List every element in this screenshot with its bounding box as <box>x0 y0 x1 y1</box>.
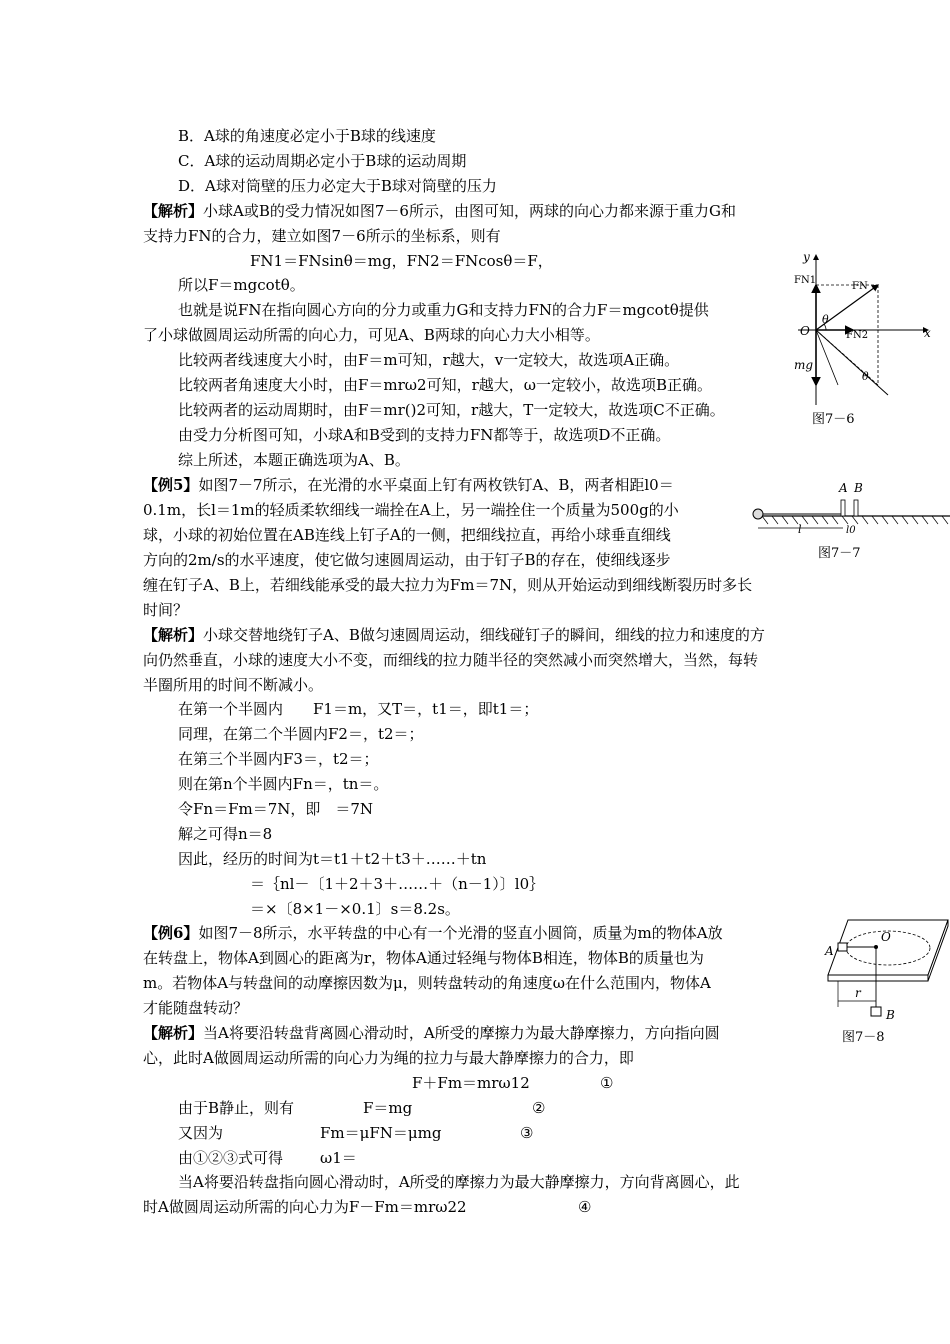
analysis3-num1: ① <box>600 1074 614 1092</box>
figure-7-7 <box>748 476 950 536</box>
label-fn2: FN2 <box>846 330 869 341</box>
label-l: l <box>798 523 802 536</box>
label-mg: mg <box>794 358 814 372</box>
example5-line4: 方向的2m/s的水平速度，使它做匀速圆周运动，由于钉子B的存在，使细线逐步 <box>143 551 671 569</box>
option-c: C．A球的运动周期必定小于B球的运动周期 <box>178 152 467 170</box>
analysis1-eq2: 所以F＝mgcotθ。 <box>178 276 305 294</box>
turntable-side <box>828 975 928 981</box>
analysis3-num3: ③ <box>520 1124 534 1142</box>
tube-center <box>874 945 878 949</box>
analysis2-step5: 令Fn＝Fm＝7N，即 ＝7N <box>178 800 374 818</box>
analysis2-line1: 【解析】小球交替地绕钉子A、B做匀速圆周运动，细线碰钉子的瞬间，细线的拉力和速度的方 <box>143 626 765 644</box>
example6-line2: 在转盘上，物体A到圆心的距离为r，物体A通过轻绳与物体B相连，物体B的质量也为 <box>143 949 704 967</box>
analysis2-step9: ＝×〔8×1－×0.1〕s＝8.2s。 <box>250 900 460 918</box>
analysis1-para2: 也就是说FN在指向圆心方向的分力或重力G和支持力FN的合力F＝mgcotθ提供 <box>178 301 709 319</box>
label-fn: FN <box>852 281 868 292</box>
analysis3-eq3: Fm＝μFN＝μmg <box>320 1124 442 1142</box>
analysis2-step2: 同理，在第二个半圆内F2＝，t2＝； <box>178 725 424 743</box>
analysis3-num4: ④ <box>578 1198 592 1216</box>
label-theta: θ <box>822 313 829 326</box>
analysis3-eq4-text: 由①②③式可得 <box>178 1149 284 1167</box>
analysis2-line3: 半圈所用的时间不断减小。 <box>143 676 324 694</box>
analysis1-para4: 比较两者角速度大小时，由F＝mrω2可知，r越大，ω一定较小，故选项B正确。 <box>178 376 713 394</box>
example5-line5: 缠在钉子A、B上，若细线能承受的最大拉力为Fm＝7N，则从开始运动到细线断裂历时多长 <box>143 576 753 594</box>
option-d: D．A球对筒壁的压力必定大于B球对筒壁的压力 <box>178 177 497 195</box>
table-hatch <box>762 516 948 524</box>
analysis2-step6: 解之可得n＝8 <box>178 825 273 843</box>
analysis3-eq4: ω1＝ <box>320 1149 357 1167</box>
example5-line6: 时间？ <box>143 601 189 619</box>
analysis3-num2: ② <box>532 1099 546 1117</box>
label-o: O <box>800 324 810 338</box>
label-a: A <box>839 481 848 495</box>
analysis1-eq1: FN1＝FNsinθ＝mg，FN2＝FNcosθ＝F， <box>250 252 553 270</box>
caption-7-8: 图7－8 <box>842 1030 885 1045</box>
caption-7-7: 图7－7 <box>818 546 861 561</box>
analysis1-para5: 比较两者的运动周期时，由F＝mr()2可知，r越大，T一定较大，故选项C不正确。 <box>178 401 725 419</box>
analysis2-step1: 在第一个半圆内 F1＝m，又T＝，t1＝，即t1＝； <box>178 700 539 718</box>
analysis1-para3: 比较两者线速度大小时，由F＝m可知，r越大，v一定较大，故选项A正确。 <box>178 351 680 369</box>
label-b: B <box>854 481 863 495</box>
label-x: x <box>924 326 931 340</box>
example5-line3: 球，小球的初始位置在AB连线上钉子A的一侧，把细线拉直，再给小球垂直细线 <box>143 526 671 544</box>
caption-7-6: 图7－6 <box>812 412 855 427</box>
analysis2-step3: 在第三个半圆内F3＝，t2＝； <box>178 750 379 768</box>
analysis3-line2: 心，此时A做圆周运动所需的向心力为绳的拉力与最大静摩擦力的合力，即 <box>143 1049 634 1067</box>
analysis3-line3: 当A将要沿转盘指向圆心滑动时，A所受的摩擦力为最大静摩擦力，方向背离圆心，此 <box>178 1173 740 1191</box>
option-b: B．A球的角速度必定小于B球的线速度 <box>178 127 436 145</box>
example5-line1: 【例5】如图7－7所示，在光滑的水平桌面上钉有两枚铁钉A、B，两者相距l0＝ <box>143 476 674 494</box>
nail-a <box>841 500 845 516</box>
label-a: A <box>825 944 834 958</box>
label-y: y <box>803 250 810 264</box>
example5-line2: 0.1m，长l＝1m的轻质柔软细线一端拴在A上，另一端拴住一个质量为500g的小 <box>143 501 679 519</box>
analysis3-eq3-text: 又因为 <box>178 1124 224 1142</box>
label-o: O <box>881 930 891 944</box>
analysis2-step8: ＝｛nl－〔1＋2＋3＋……＋（n－1）〕l0｝ <box>250 875 545 893</box>
analysis2-step4: 则在第n个半圆内Fn＝，tn＝。 <box>178 775 389 793</box>
block-b <box>871 1007 881 1016</box>
analysis1-para2b: 了小球做圆周运动所需的向心力，可见A、B两球的向心力大小相等。 <box>143 326 600 344</box>
block-a <box>838 943 847 951</box>
ball <box>753 509 763 519</box>
analysis3-eq2: F＝mg <box>363 1099 413 1117</box>
analysis2-line2: 向仍然垂直，小球的速度大小不变，而细线的拉力随半径的突然减小而突然增大，当然，每转 <box>143 651 759 669</box>
analysis1-para6: 由受力分析图可知，小球A和B受到的支持力FN都等于，故选项D不正确。 <box>178 426 671 444</box>
analysis1-para1: 【解析】小球A或B的受力情况如图7－6所示，由图可知，两球的向心力都来源于重力G和 <box>143 202 736 220</box>
analysis1-para1b: 支持力FN的合力，建立如图7－6所示的坐标系，则有 <box>143 227 501 245</box>
example6-line1: 【例6】如图7－8所示，水平转盘的中心有一个光滑的竖直小圆筒，质量为m的物体A放 <box>143 924 723 942</box>
figure-7-8 <box>818 915 950 1025</box>
analysis3-eq2-text: 由于B静止，则有 <box>178 1099 295 1117</box>
analysis3-eq1: F＋Fm＝mrω12 <box>412 1074 530 1092</box>
analysis2-step7: 因此，经历的时间为t＝t1＋t2＋t3＋……＋tn <box>178 850 487 868</box>
label-b: B <box>886 1008 895 1022</box>
figure-7-6 <box>778 245 938 405</box>
example6-line3: m。若物体A与转盘间的动摩擦因数为μ，则转盘转动的角速度ω在什么范围内，物体A <box>143 974 711 992</box>
example6-line4: 才能随盘转动？ <box>143 999 249 1017</box>
nail-b <box>854 500 858 516</box>
analysis1-para7: 综上所述，本题正确选项为A、B。 <box>178 451 410 469</box>
label-r: r <box>855 986 861 1000</box>
wall-line <box>816 330 838 385</box>
analysis3-line4: 时A做圆周运动所需的向心力为F－Fm＝mrω22 <box>143 1198 467 1216</box>
label-l0: l0 <box>846 525 856 536</box>
analysis3-line1: 【解析】当A将要沿转盘背离圆心滑动时，A所受的摩擦力为最大静摩擦力，方向指向圆 <box>143 1024 720 1042</box>
label-theta2: θ <box>862 370 869 383</box>
label-fn1: FN1 <box>794 275 817 286</box>
